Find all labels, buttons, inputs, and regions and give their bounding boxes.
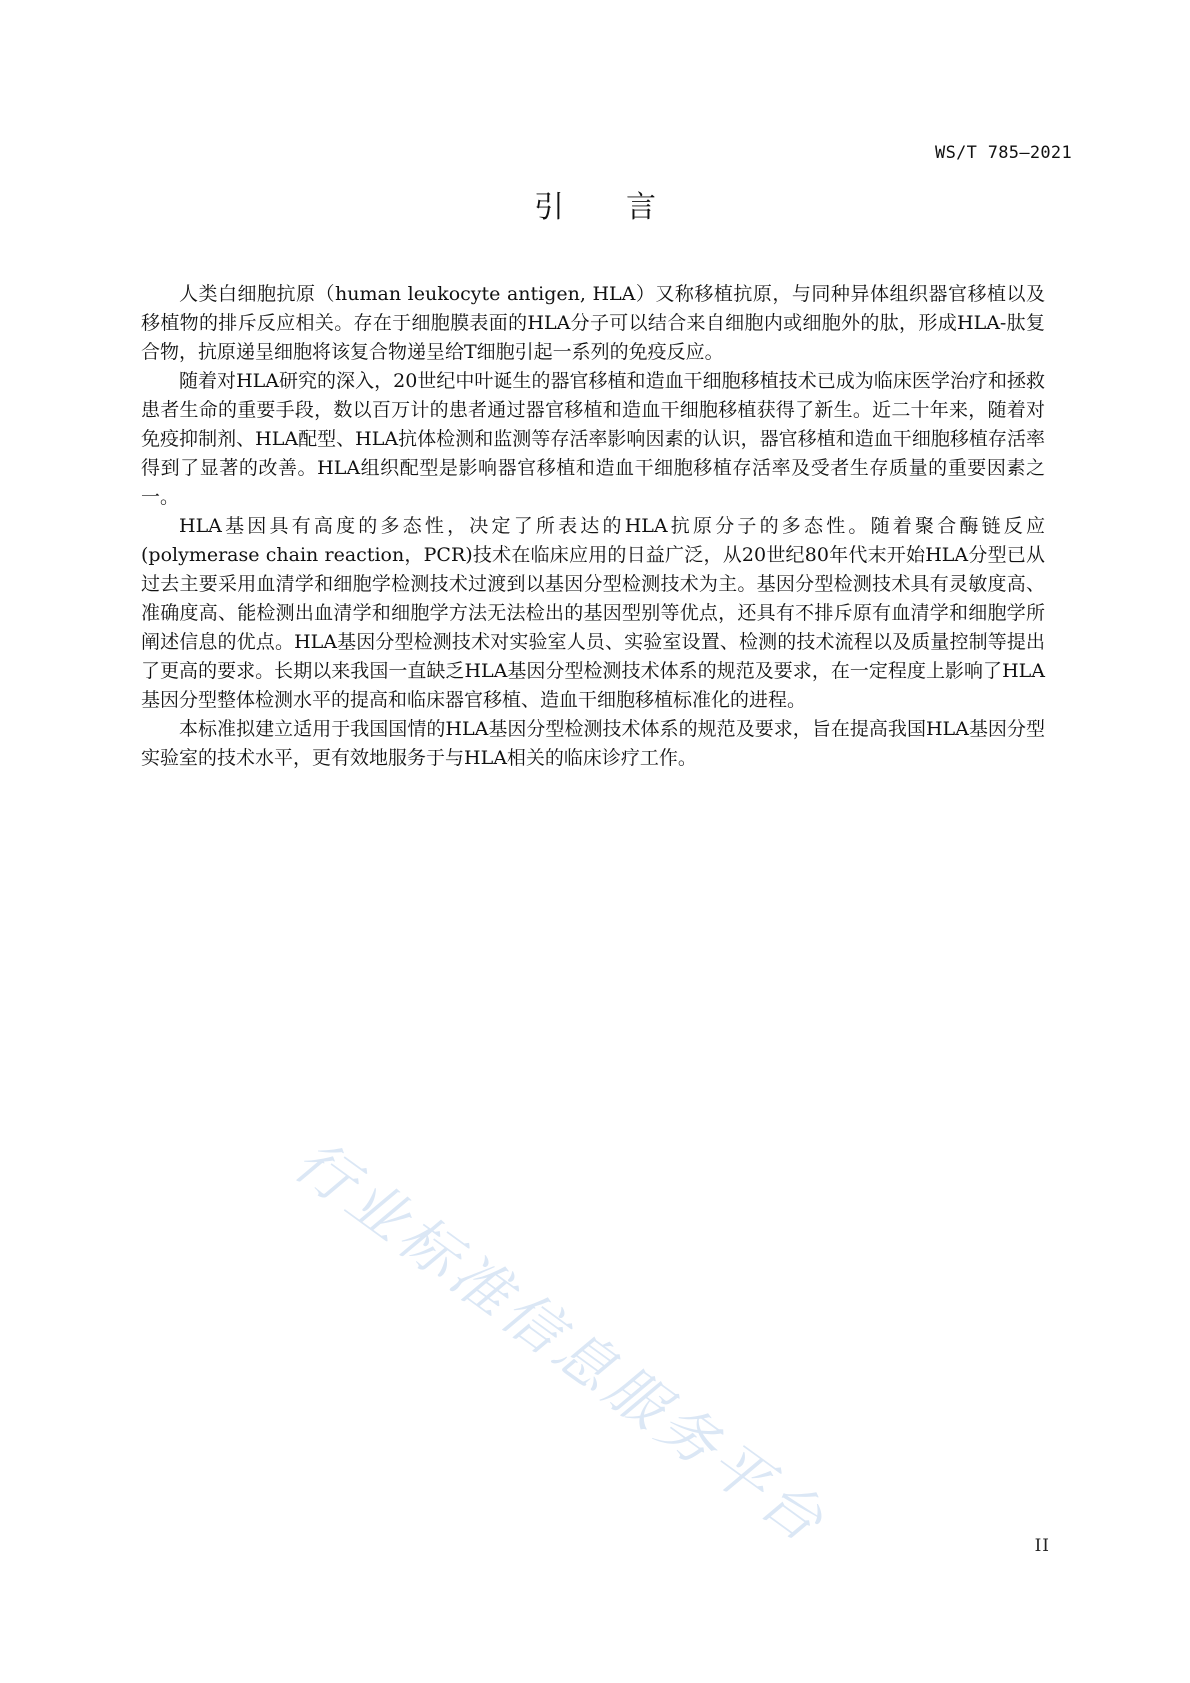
- section-title: 引言: [534, 190, 718, 225]
- page-number: II: [1034, 1536, 1050, 1556]
- paragraph: 本标准拟建立适用于我国国情的HLA基因分型检测技术体系的规范及要求，旨在提高我国HLA基因分型实验室的技术水平，更有效地服务于与HLA相关的临床诊疗工作。: [141, 718, 1045, 769]
- watermark: 行业标准信息服务平台: [282, 1126, 840, 1558]
- document-code: WS/T 785—2021: [935, 143, 1072, 163]
- body-text: [141, 280, 1045, 773]
- paragraph: 随着对HLA研究的深入，20世纪中叶诞生的器官移植和造血干细胞移植技术已成为临床医学治疗和拯救患者生命的重要手段，数以百万计的患者通过器官移植和造血干细胞移植获得了新生。近二十年来，随着对免疫抑制剂、HLA配型、HLA抗体检测和监测等存活率影响因素的认识，器官移植和造血干细胞移植存活率得到了显著的改善。HLA组织配型是影响器官移植和造血干细胞移植存活率及受者生存质量的重要因素之一。: [141, 370, 1045, 508]
- paragraph: HLA基因具有高度的多态性，决定了所表达的HLA抗原分子的多态性。随着聚合酶链反应(polymerase chain reaction，PCR)技术在临床应用的日益广泛，从20世纪80年代末开始HLA分型已从过去主要采用血清学和细胞学检测技术过渡到以基因分型检测技术为主。基因分型检测技术具有灵敏度高、准确度高、能检测出血清学和细胞学方法无法检出的基因型别等优点，还具有不排斥原有血清学和细胞学所阐述信息的优点。HLA基因分型检测技术对实验室人员、实验室设置、检测的技术流程以及质量控制等提出了更高的要求。长期以来我国一直缺乏HLA基因分型检测技术体系的规范及要求，在一定程度上影响了HLA基因分型整体检测水平的提高和临床器官移植、造血干细胞移植标准化的进程。: [141, 515, 1045, 711]
- paragraph: 人类白细胞抗原（human leukocyte antigen, HLA）又称移植抗原，与同种异体组织器官移植以及移植物的排斥反应相关。存在于细胞膜表面的HLA分子可以结合来自细胞内或细胞外的肽，形成HLA-肽复合物，抗原递呈细胞将该复合物递呈给T细胞引起一系列的免疫反应。: [141, 283, 1045, 363]
